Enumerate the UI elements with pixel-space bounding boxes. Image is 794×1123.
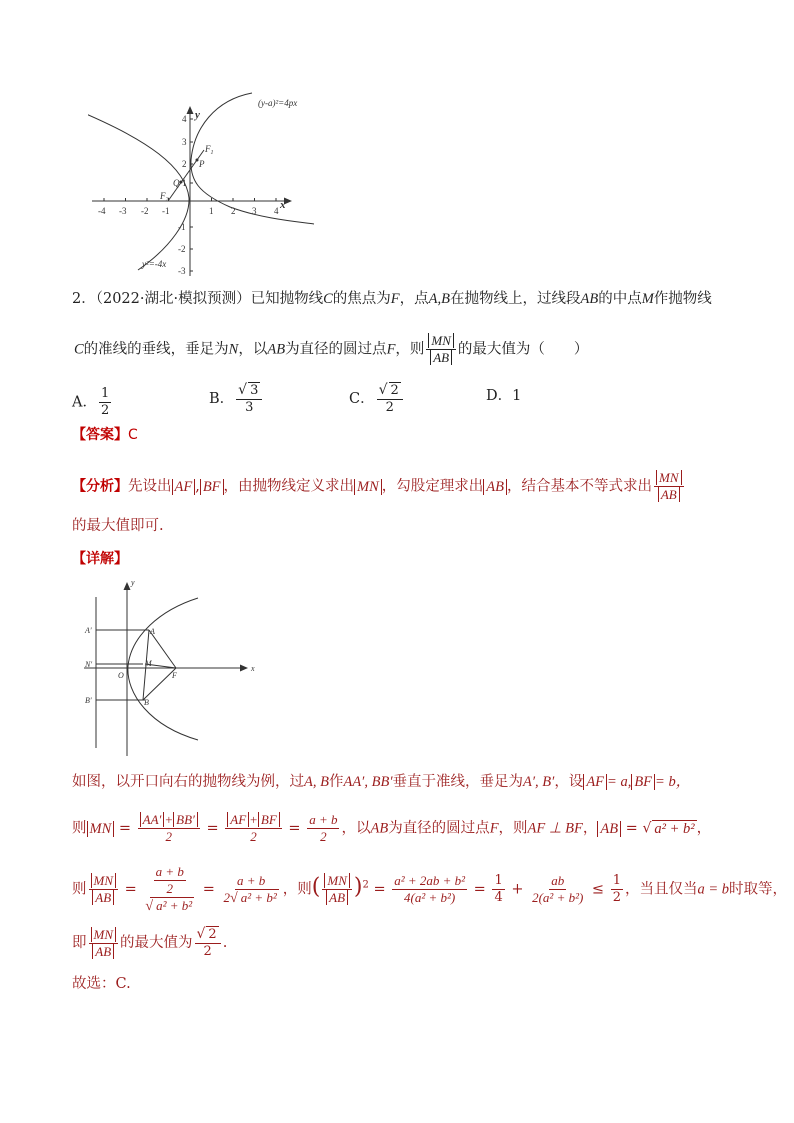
y-tick-label: 2 (182, 159, 187, 169)
figure-two-parabolas (88, 92, 328, 280)
option-d[interactable] (486, 386, 521, 406)
question-text: 作抛物线 (653, 291, 712, 307)
fraction-max-value: $\frac{√ 2}{2}$ (195, 926, 221, 960)
var-n: N (228, 341, 239, 358)
label-b: B (144, 698, 149, 707)
fraction-mn-ab: $\frac{MN}{AB}$ (89, 873, 119, 906)
option-label: A． (72, 394, 97, 411)
var-ab: AB (580, 291, 599, 307)
label-x: x (251, 664, 255, 673)
y-tick-label: 4 (182, 114, 187, 124)
fraction-ab: $\frac{ab}{\text{2(a² + b²)}}$ (532, 873, 584, 905)
var-f: F (489, 820, 499, 837)
var-ab-points: A, B (304, 774, 329, 790)
solution-text: ，则 (498, 820, 528, 837)
label-m: M (145, 659, 152, 668)
fraction-mn-ab: $\frac{MN}{AB}$ (654, 470, 684, 503)
var-f: F (390, 291, 400, 307)
analysis-text: 先设出 (128, 478, 172, 495)
option-label: C． (349, 391, 375, 407)
x-axis-arrow (240, 665, 248, 672)
x-tick-label: 3 (252, 206, 257, 216)
solution-text: ，则 (282, 881, 312, 898)
y-tick-label: 1 (182, 178, 187, 188)
curve2-label: y²=-4x (142, 259, 167, 269)
line-through-foci (168, 150, 204, 201)
question-text: 在抛物线上，过线段 (449, 291, 581, 307)
detail-label: 【详解】 (72, 551, 128, 567)
fraction-a-plus-b: $\frac{a + b}{2}$ (309, 812, 338, 844)
x-axis-label: x (280, 199, 286, 211)
y-tick-label: 3 (182, 137, 187, 147)
var-f: F (386, 341, 396, 358)
solution-text: 为直径的圆过点 (388, 820, 490, 837)
label-q: Q (173, 178, 180, 188)
analysis-text: ，由抛物线定义求出 (223, 478, 355, 495)
solution-text: ， (696, 820, 712, 837)
analysis-comma: , (195, 478, 200, 495)
analysis-line-2 (72, 516, 164, 536)
question-text: 的焦点为 (332, 291, 391, 307)
label-y: y (131, 578, 135, 587)
fraction-simplified: $\frac{a + b}{\text{2√ a² + b²}}$ (223, 872, 277, 906)
x-tick-label: -2 (141, 206, 149, 216)
x-tick-label: 1 (209, 206, 214, 216)
question-text: 已知抛物线 (250, 291, 324, 307)
var-bf: BF (200, 479, 224, 495)
answer-value: C (128, 427, 138, 443)
solution-text: 则 (72, 881, 87, 898)
eq-b: = b， (655, 774, 691, 790)
solution-line-3: 则 $\frac{MN}{AB}$ = $\frac{\frac{a + b}{2}}{\text{√ a² + b²}}$ = $\frac{a + b}{\text{2√ a² + b²}}$ ，则( $\frac{MN}{AB}$ )$^2$ = $\frac{\text{a² + 2ab + b²}}{\text{4(a² + b²)}}$ = $\frac{1}{4}$ + $\frac{ab}{\text{2(a² + b²)}}$ ≤ $\frac{1}{2}$ ，当且仅当a = b时取等， (72, 864, 788, 914)
solution-line-1 (72, 772, 690, 792)
figure-parabola-focus (78, 575, 260, 757)
label-f2: $F_2$ (160, 191, 169, 203)
y-axis-label: y (195, 109, 200, 121)
question-source: （2022·湖北·模拟预测） (95, 291, 251, 307)
curve1-label: (y-a)²=4px (258, 98, 298, 108)
solution-text: 即 (72, 935, 87, 951)
y-tick-label: -3 (178, 266, 186, 276)
var-ab: AB (267, 341, 286, 358)
var-aa-bb: AA′, BB′ (343, 774, 393, 790)
solution-text: ，以 (341, 820, 371, 837)
solution-text: ， (582, 820, 598, 837)
option-value: $\frac{√ 3}{3}$ (236, 382, 262, 416)
var-af: AF (583, 774, 607, 790)
label-p: P (199, 159, 205, 169)
var-m: M (641, 291, 654, 307)
answer-label: 【答案】 (72, 427, 128, 443)
option-c[interactable] (349, 382, 405, 416)
x-tick-label: -1 (162, 206, 170, 216)
fraction-mn-ab-squared: $\frac{MN}{AB}$ (322, 873, 352, 906)
analysis-line-1 (72, 470, 686, 503)
x-tick-label: -3 (119, 206, 127, 216)
var-mn: MN (354, 479, 382, 495)
x-tick-label: 4 (274, 206, 279, 216)
var-bf: BF (631, 774, 655, 790)
x-tick-label: -4 (98, 206, 106, 216)
x-tick-label: 2 (231, 206, 236, 216)
fraction-aa-bb: $\frac{AA' + BB'}{2}$ (138, 812, 200, 845)
label-o: O (118, 671, 124, 680)
question-text: 为直径的圆过点 (285, 341, 387, 358)
solution-text: . (222, 935, 228, 951)
option-value: $\frac{1}{2}$ (100, 386, 110, 418)
question-number: 2． (72, 291, 96, 307)
y-tick-label: -2 (178, 244, 186, 254)
solution-text: ，设 (554, 774, 584, 790)
answer-line (72, 424, 138, 444)
solution-text: 则 (72, 820, 87, 837)
solution-text: 作 (328, 774, 344, 790)
var-ab-points: A,B (428, 291, 450, 307)
var-ab: AB (370, 820, 389, 837)
question-text: 的最大值为（ ） (457, 341, 589, 358)
solution-line-2: 则 MN = $\frac{AA' + BB'}{2}$ = $\frac{AF + BF}{2}$ = $\frac{a + b}{2}$ ，以AB为直径的圆过点F，则AF ⊥ BF， AB = √ a² + b² ， (72, 812, 712, 844)
perp-relation: AF ⊥ BF (527, 820, 583, 837)
var-mn: MN (87, 821, 115, 837)
exponent: 2 (362, 879, 369, 891)
question-line-1 (72, 289, 712, 309)
fraction-half: $\frac{1}{2}$ (612, 873, 621, 905)
solution-text: 的最大值为 (120, 935, 193, 951)
y-axis-arrow (124, 582, 131, 590)
analysis-label: 【分析】 (72, 478, 128, 495)
solution-line-4 (72, 926, 227, 960)
option-value: 1 (512, 388, 522, 404)
option-a[interactable] (72, 386, 113, 419)
label-n-prime: N′ (85, 660, 93, 669)
fraction-quarter: $\frac{1}{4}$ (494, 873, 503, 905)
var-c: C (74, 341, 84, 358)
solution-conclusion: 故选：C. (72, 976, 131, 992)
var-a-b-prime: A′, B′ (523, 774, 555, 790)
fraction-expanded: $\frac{\text{a² + 2ab + b²}}{\text{4(a² + b²)}}$ (394, 873, 466, 905)
option-value: $\frac{√ 2}{2}$ (377, 382, 403, 416)
option-b[interactable] (209, 382, 264, 416)
question-text: ，则 (395, 341, 425, 358)
curve-left-parabola (88, 108, 189, 270)
fraction-mn-ab: $\frac{MN}{AB}$ (426, 333, 456, 366)
var-ab: AB (597, 821, 621, 837)
solution-text: 如图，以开口向右的抛物线为例，过 (72, 774, 304, 790)
parabola (128, 598, 198, 740)
solution-text: ，当且仅当 (624, 881, 698, 898)
option-label: D． (486, 388, 513, 404)
y-axis-arrow (187, 106, 194, 114)
label-a-prime: A′ (85, 626, 92, 635)
label-b-prime: B′ (85, 696, 92, 705)
fraction-complex: $\frac{\frac{a + b}{2}}{\text{√ a² + b²}}$ (145, 864, 193, 914)
fraction-mn-ab: $\frac{MN}{AB}$ (89, 927, 119, 960)
sqrt-a2b2: a² + b² (654, 820, 695, 837)
analysis-text: ，勾股定理求出 (381, 478, 484, 495)
question-text: ，点 (399, 291, 429, 307)
analysis-text: ，结合基本不等式求出 (507, 478, 653, 495)
y-tick-label: -1 (178, 222, 186, 232)
condition: a = b (697, 881, 730, 898)
solution-text: 时取等， (729, 881, 788, 898)
label-f: F (172, 671, 177, 680)
curve-right-parabola (191, 93, 314, 224)
analysis-text: 的最大值即可. (72, 518, 164, 534)
question-text: 的准线的垂线，垂足为 (83, 341, 229, 358)
solution-text: 垂直于准线，垂足为 (392, 774, 523, 790)
question-line-2 (74, 333, 588, 366)
label-a: A (150, 627, 155, 636)
eq-a: = a, (607, 774, 632, 790)
var-ab: AB (483, 479, 507, 495)
var-af: AF (172, 479, 196, 495)
question-text: 的中点 (598, 291, 642, 307)
question-text: ，以 (238, 341, 268, 358)
option-label: B． (209, 391, 235, 407)
point-q (180, 181, 183, 184)
var-c: C (323, 291, 333, 307)
fraction-af-bf: $\frac{AF + BF}{2}$ (225, 812, 282, 845)
label-f1: $F_1$ (205, 144, 214, 156)
